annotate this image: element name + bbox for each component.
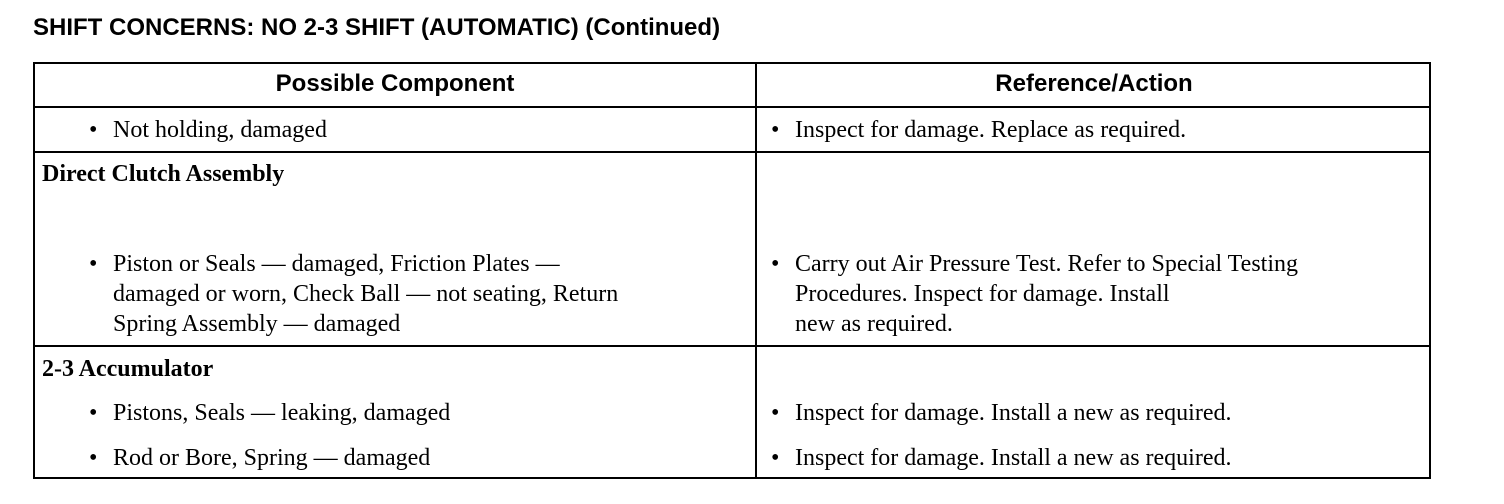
bullet: • [771, 251, 780, 277]
bullet: • [89, 251, 98, 277]
component-text: Rod or Bore, Spring — damaged [113, 445, 431, 471]
column-header-action: Reference/Action [995, 70, 1193, 97]
bullet: • [771, 400, 780, 426]
component-text: Not holding, damaged [113, 117, 327, 143]
row-divider [35, 345, 1429, 347]
action-text: Inspect for damage. Replace as required. [795, 117, 1187, 143]
bullet: • [771, 117, 780, 143]
bullet: • [89, 400, 98, 426]
component-text: Spring Assembly — damaged [113, 311, 401, 337]
action-text: Inspect for damage. Install a new as required. [795, 400, 1232, 426]
page-title: SHIFT CONCERNS: NO 2-3 SHIFT (AUTOMATIC) (Continued) [33, 14, 721, 41]
row-divider [35, 151, 1429, 153]
bullet: • [89, 117, 98, 143]
bullet: • [771, 445, 780, 471]
bullet: • [89, 445, 98, 471]
group-title-accumulator: 2-3 Accumulator [42, 356, 214, 382]
action-text: new as required. [795, 311, 953, 337]
column-header-component: Possible Component [275, 70, 515, 97]
action-text: Inspect for damage. Install a new as required. [795, 445, 1232, 471]
header-row-divider [35, 106, 1429, 108]
group-title-direct-clutch: Direct Clutch Assembly [42, 161, 285, 187]
column-divider [755, 64, 757, 477]
action-text: Procedures. Inspect for damage. Install [795, 281, 1170, 307]
component-text: damaged or worn, Check Ball — not seating, Return [113, 281, 619, 307]
concerns-table [33, 62, 1431, 479]
component-text: Piston or Seals — damaged, Friction Plates — [113, 251, 560, 277]
component-text: Pistons, Seals — leaking, damaged [113, 400, 451, 426]
action-text: Carry out Air Pressure Test. Refer to Special Testing [795, 251, 1298, 277]
